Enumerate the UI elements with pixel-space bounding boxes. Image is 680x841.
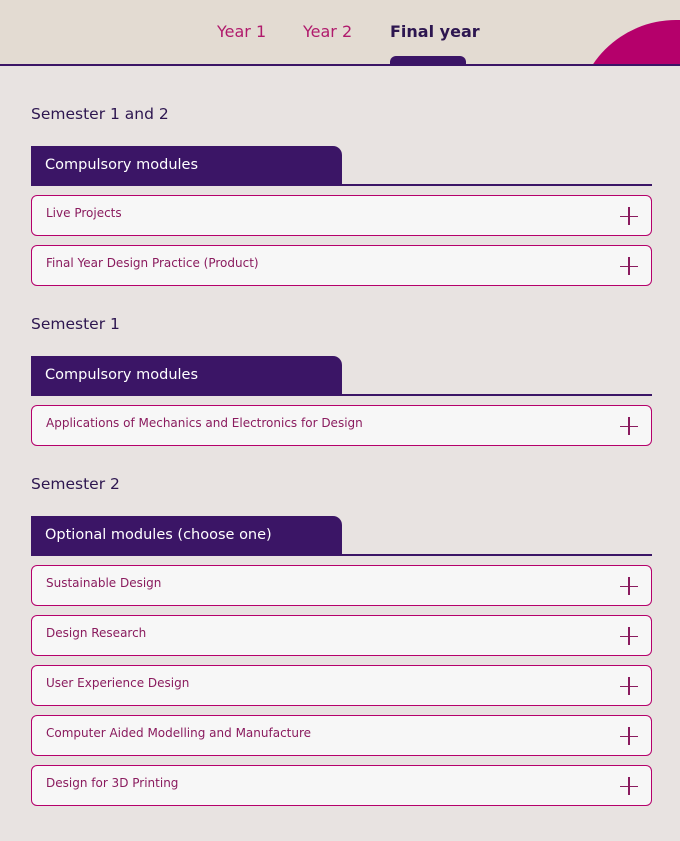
plus-icon[interactable] [620,627,638,645]
module-accordion-item[interactable] [31,715,652,756]
module-accordion-item[interactable] [31,765,652,806]
plus-icon[interactable] [620,677,638,695]
module-group-header [31,516,652,556]
semester-title: Semester 1 and 2 [31,105,169,123]
module-accordion-item[interactable] [31,405,652,446]
group-label: Compulsory modules [31,356,342,396]
module-accordion-item[interactable] [31,565,652,606]
module-accordion-item[interactable] [31,245,652,286]
tab-bar-divider [0,64,680,66]
tab-year-1[interactable]: Year 1 [217,22,267,41]
group-label: Compulsory modules [31,146,342,186]
module-title: Sustainable Design [46,576,162,590]
module-title: Live Projects [46,206,122,220]
module-title: User Experience Design [46,676,190,690]
module-group-header [31,146,652,186]
module-group-header [31,356,652,396]
group-divider [31,394,652,396]
tab-final-year[interactable]: Final year [390,22,480,41]
plus-icon[interactable] [620,417,638,435]
plus-icon[interactable] [620,257,638,275]
group-divider [31,554,652,556]
module-title: Computer Aided Modelling and Manufacture [46,726,312,740]
decorative-blob [576,20,680,66]
tab-year-2[interactable]: Year 2 [303,22,353,41]
semester-title: Semester 2 [31,475,120,493]
module-title: Final Year Design Practice (Product) [46,256,259,270]
module-title: Applications of Mechanics and Electronics for Design [46,416,363,430]
year-tab-bar [0,0,680,66]
module-accordion-item[interactable] [31,615,652,656]
module-title: Design Research [46,626,147,640]
module-accordion-item[interactable] [31,665,652,706]
module-accordion-item[interactable] [31,195,652,236]
plus-icon[interactable] [620,207,638,225]
group-label: Optional modules (choose one) [31,516,342,556]
semester-title: Semester 1 [31,315,120,333]
module-title: Design for 3D Printing [46,776,179,790]
group-divider [31,184,652,186]
plus-icon[interactable] [620,727,638,745]
plus-icon[interactable] [620,777,638,795]
plus-icon[interactable] [620,577,638,595]
